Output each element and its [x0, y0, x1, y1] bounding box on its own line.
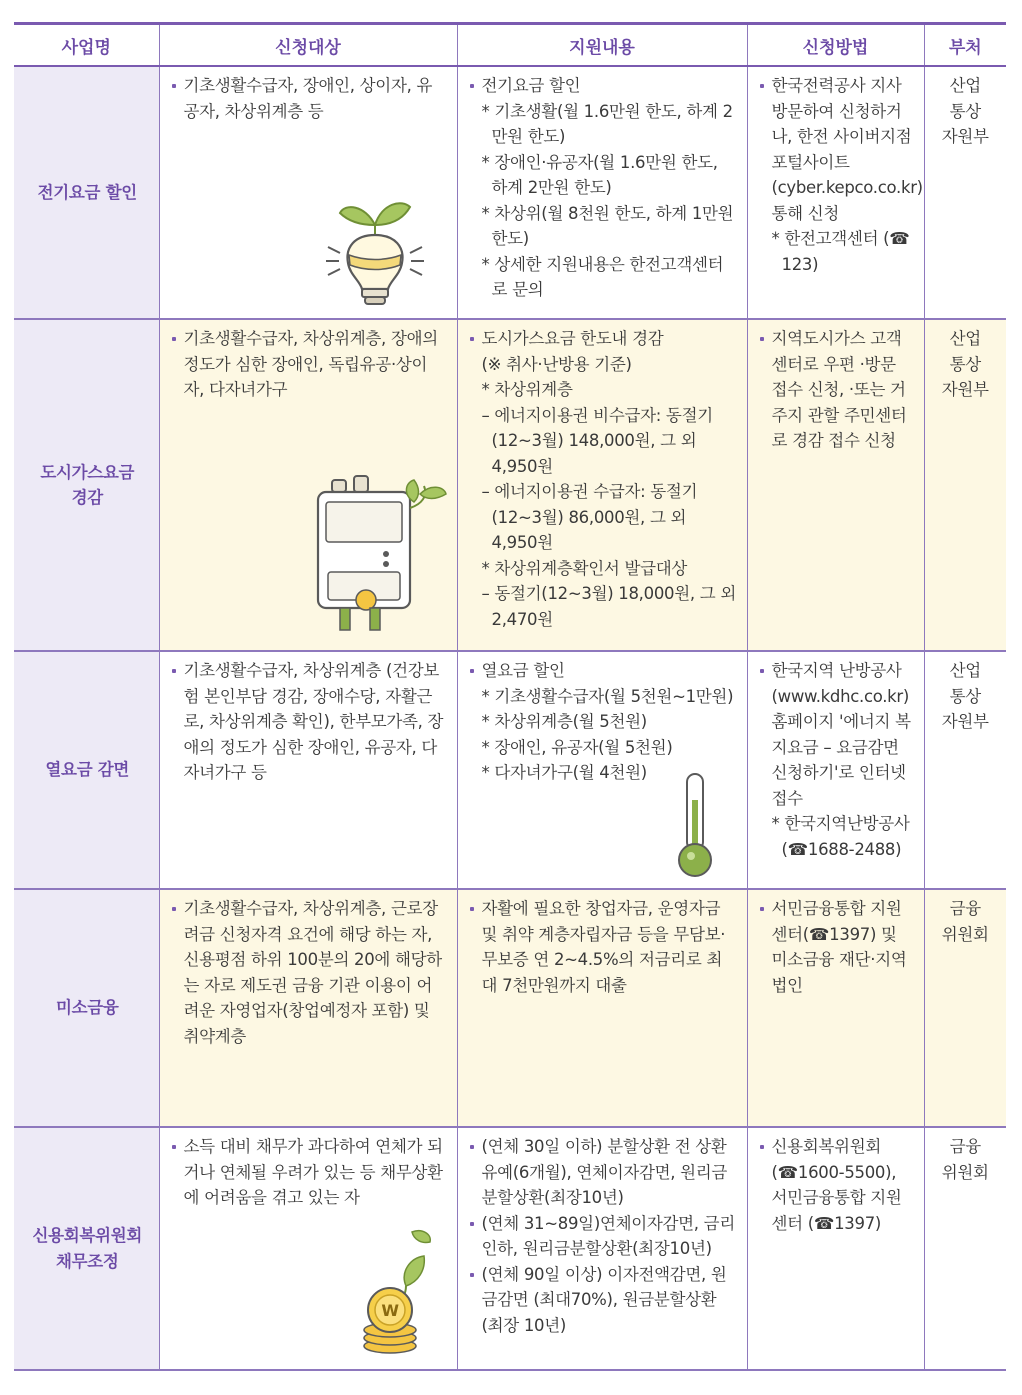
- support-item: (연체 30일 이하) 분할상환 전 상환유예(6개월), 연체이자감면, 원리금분할상환(최장10년): [470, 1134, 737, 1211]
- target-cell: [159, 66, 457, 319]
- program-name-line: 도시가스요금: [40, 462, 135, 482]
- department-line: 산업: [949, 661, 981, 680]
- support-table: [14, 22, 1006, 1371]
- program-name-line: 열요금 감면: [45, 760, 130, 780]
- table-row: [14, 889, 1006, 1127]
- support-item: 도시가스요금 한도내 경감: [470, 326, 737, 352]
- target-text: 기초생활수급자, 차상위계층 (건강보험 본인부담 경감, 장애수당, 자활근로, 차상위계층 확인), 한부모가족, 장애의 정도가 심한 장애인, 유공자, 다자녀가구 등: [172, 658, 447, 786]
- department-line: 통상: [949, 354, 981, 374]
- coin-symbol: W: [380, 1301, 399, 1320]
- thermometer-icon: [670, 770, 720, 880]
- department-cell: [924, 651, 1006, 889]
- target-text: 기초생활수급자, 차상위계층, 장애의 정도가 심한 장애인, 독립유공·상이자, 다자녀가구: [172, 326, 447, 403]
- method-item: 신용회복위원회 (☎1600-5500), 서민금융통합 지원센터 (☎1397): [760, 1134, 914, 1236]
- support-sub-item: * 차상위(월 8천원 한도, 하계 1만원 한도): [481, 203, 734, 248]
- header-department: 부처: [924, 24, 1006, 67]
- support-sub-item: – 동절기(12~3월) 18,000원, 그 외 2,470원: [481, 584, 736, 629]
- method-cell: [747, 319, 924, 651]
- program-name: [14, 66, 159, 319]
- target-cell: [159, 889, 457, 1127]
- department-line: 통상: [949, 686, 981, 706]
- method-sub-item: * 한전고객센터 (☎ 123): [771, 229, 910, 274]
- department-cell: [924, 66, 1006, 319]
- support-sub-item: * 장애인, 유공자(월 5천원): [481, 737, 673, 757]
- support-sub-item: * 차상위계층확인서 발급대상: [481, 558, 688, 578]
- support-item: (연체 31~89일)연체이자감면, 금리인하, 원리금분할상환(최장10년): [470, 1211, 737, 1262]
- program-name-line: 채무조정: [55, 1251, 119, 1271]
- method-sub-item: * 한국지역난방공사 (☎1688-2488): [771, 814, 910, 859]
- support-sub-item: – 에너지이용권 수급자: 동절기(12~3월) 86,000원, 그 외 4,950원: [481, 482, 698, 552]
- target-cell: [159, 651, 457, 889]
- department-line: 위원회: [941, 924, 989, 944]
- support-cell: [457, 319, 747, 651]
- program-name: [14, 889, 159, 1127]
- support-sub-item: – 에너지이용권 비수급자: 동절기(12~3월) 148,000원, 그 외 4,950원: [481, 405, 713, 476]
- header-method: 신청방법: [747, 24, 924, 67]
- header-support: 지원내용: [457, 24, 747, 67]
- target-text: 소득 대비 채무가 과다하여 연체가 되거나 연체될 우려가 있는 등 채무상환에 어려움을 겪고 있는 자: [172, 1134, 447, 1211]
- support-item: 전기요금 할인: [470, 73, 737, 99]
- department-line: 통상: [949, 101, 981, 121]
- department-cell: [924, 319, 1006, 651]
- method-item: 서민금융통합 지원센터(☎1397) 및 미소금융 재단·지역법인: [760, 896, 914, 998]
- header-program: 사업명: [14, 24, 159, 67]
- method-item: 지역도시가스 고객센터로 우편 ·방문 접수 신청, ·또는 거주지 관할 주민센터로 경감 접수 신청: [760, 326, 914, 454]
- table-row: [14, 319, 1006, 651]
- support-item: (연체 90일 이상) 이자전액감면, 원금감면 (최대70%), 원금분할상환 (최장 10년): [470, 1262, 737, 1339]
- program-name: [14, 319, 159, 651]
- support-sub-item: * 기초생활(월 1.6만원 한도, 하계 2만원 한도): [481, 101, 733, 146]
- gas-boiler-icon: [310, 468, 450, 638]
- program-name: [14, 1127, 159, 1370]
- department-line: 위원회: [941, 1162, 989, 1182]
- support-cell: [457, 889, 747, 1127]
- department-cell: [924, 1127, 1006, 1370]
- header-target: 신청대상: [159, 24, 457, 67]
- department-line: 자원부: [941, 712, 989, 731]
- program-name-line: 전기요금 할인: [37, 182, 137, 202]
- program-name: [14, 651, 159, 889]
- table-row: [14, 651, 1006, 889]
- department-cell: [924, 889, 1006, 1127]
- method-item: 한국지역 난방공사 (www.kdhc.co.kr) 홈페이지 '에너지 복지요금 – 요금감면 신청하기'로 인터넷 접수: [760, 658, 914, 811]
- target-text: 기초생활수급자, 차상위계층, 근로장려금 신청자격 요건에 해당 하는 자, 신용평점 하위 100분의 20에 해당하는 자로 제도권 금융 기관 이용이 어려운 자영업자(창업예정자 포함) 및 취약계층: [172, 896, 447, 1049]
- support-sub-item: * 장애인·유공자(월 1.6만원 한도, 하계 2만원 한도): [481, 152, 718, 197]
- department-line: 산업: [949, 329, 981, 348]
- department-line: 금융: [949, 899, 981, 918]
- header-row: [14, 24, 1006, 67]
- department-line: 자원부: [941, 127, 989, 146]
- method-cell: [747, 1127, 924, 1370]
- department-line: 자원부: [941, 380, 989, 399]
- table-row: [14, 66, 1006, 319]
- target-cell: [159, 1127, 457, 1370]
- program-name-line: 신용회복위원회: [32, 1226, 142, 1245]
- target-text: 기초생활수급자, 장애인, 상이자, 유공자, 차상위계층 등: [172, 73, 447, 124]
- support-sub-item: (※ 취사·난방용 기준): [481, 354, 632, 374]
- lightbulb-sprout-icon: [320, 185, 430, 310]
- method-cell: [747, 889, 924, 1127]
- method-cell: [747, 651, 924, 889]
- support-sub-item: * 기초생활수급자(월 5천원~1만원): [481, 686, 734, 706]
- support-sub-item: * 상세한 지원내용은 한전고객센터로 문의: [481, 254, 724, 299]
- program-name-line: 경감: [71, 488, 103, 507]
- support-sub-item: * 차상위계층(월 5천원): [481, 712, 647, 731]
- support-sub-item: * 차상위계층: [481, 380, 573, 399]
- support-sub-item: * 다자녀가구(월 4천원): [481, 763, 647, 782]
- department-line: 산업: [949, 76, 981, 95]
- method-cell: [747, 66, 924, 319]
- support-cell: [457, 1127, 747, 1370]
- support-cell: [457, 651, 747, 889]
- support-item: 자활에 필요한 창업자금, 운영자금 및 취약 계층자립자금 등을 무담보·무보증 연 2~4.5%의 저금리로 최대 7천만원까지 대출: [470, 896, 737, 998]
- department-line: 금융: [949, 1137, 981, 1156]
- support-item: 열요금 할인: [470, 658, 737, 684]
- target-cell: [159, 319, 457, 651]
- support-cell: [457, 66, 747, 319]
- method-item: 한국전력공사 지사 방문하여 신청하거나, 한전 사이버지점 포털사이트 (cyber.kepco.co.kr) 통해 신청: [760, 73, 914, 226]
- table-row: [14, 1127, 1006, 1370]
- coin-stack-icon: [350, 1226, 450, 1356]
- program-name-line: 미소금융: [55, 998, 119, 1018]
